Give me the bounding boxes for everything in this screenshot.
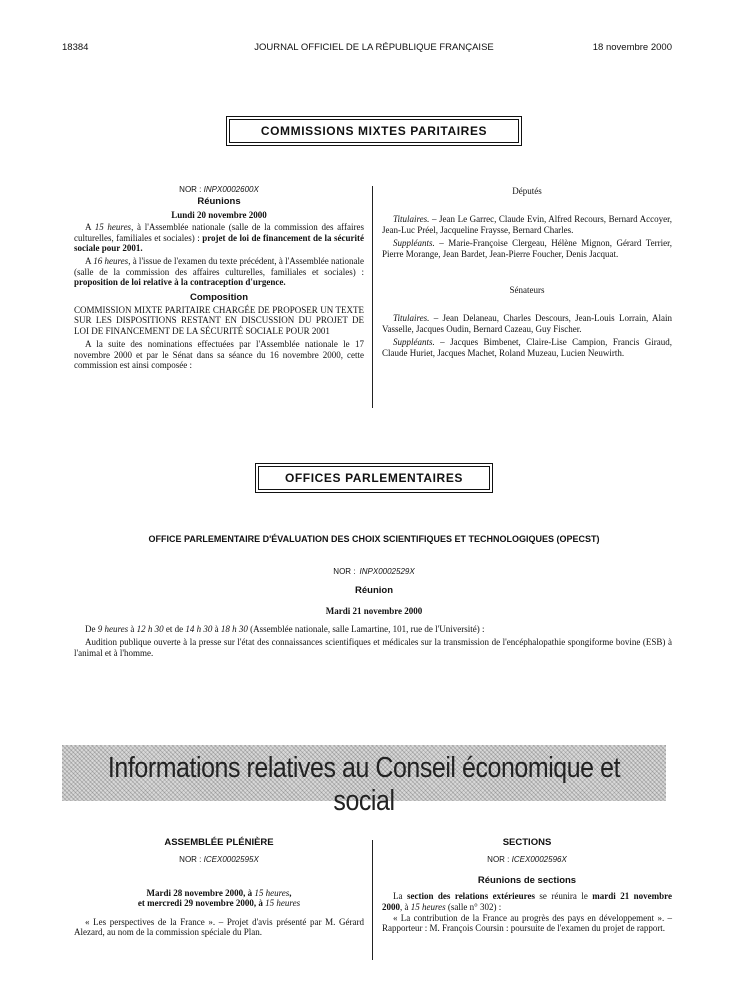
offices-nor-line: NOR : INPX0002529X [333, 567, 415, 576]
composition-text: A la suite des nominations effectuées par l'Assemblée nationale le 17 novembre 2000 et par le Sénat dans sa séance du 16 novembre 2000, cette commission est ainsi composée : [74, 339, 364, 371]
reunions-de-sections-heading: Réunions de sections [477, 874, 577, 886]
section-title-offices: OFFICES PARLEMENTAIRES [258, 466, 490, 490]
cmp-left-column [74, 184, 364, 374]
ces-right-paragraph-2: « La contribution de la France au progrès des pays en développement ». – Rapporteur : M. François Coursin : poursuite de l'examen du projet de rapport. [382, 913, 672, 934]
meeting-paragraph-1: A 15 heures, à l'Assemblée nationale (salle de la commission des affaires culturelles, familiales et sociales) : projet de loi de financement de la sécurité sociale pour 2001. [74, 222, 364, 254]
senateurs-titulaires: Titulaires. – Jean Delaneau, Charles Descours, Jean-Louis Lorrain, Alain Vasselle, Jacques Oudin, Bernard Cazeau, Guy Fischer. [382, 313, 672, 334]
reunion-heading: Réunion [355, 585, 393, 596]
page-date: 18 novembre 2000 [592, 42, 672, 53]
ces-left-nor: NOR : ICEX0002595X [179, 855, 259, 865]
column-divider [372, 186, 373, 408]
ces-left-date-1: Mardi 28 novembre 2000, à 15 heures, [146, 887, 292, 898]
cmp-right-column [382, 186, 672, 361]
ces-right-paragraph-1: La section des relations extérieures se réunira le mardi 21 novembre 2000, à 15 heures (salle n° 302) : [382, 891, 673, 912]
nor-line: NOR : INPX0002600X [179, 185, 259, 194]
reunions-heading: Réunions [197, 196, 241, 208]
offices-body [74, 624, 672, 661]
page-number: 18384 [62, 42, 89, 53]
office-name: OFFICE PARLEMENTAIRE D'ÉVALUATION DES CHOIX SCIENTIFIQUES ET TECHNOLOGIQUES (OPECST) [148, 534, 600, 544]
offices-schedule: De 9 heures à 12 h 30 et de 14 h 30 à 18 h 30 (Assemblée nationale, salle Lamartine, 101, rue de l'Université) : [85, 624, 485, 634]
meeting-date: Lundi 20 novembre 2000 [171, 209, 267, 220]
deputes-heading: Députés [512, 186, 542, 196]
meeting-paragraph-2: A 16 heures, à l'issue de l'examen du texte précédent, à l'Assemblée nationale (salle de la commission des affaires culturelles, familiales et sociales) : proposition de loi relative à la contraception d'urgence. [74, 256, 364, 288]
deputes-suppleants: Suppléants. – Marie-Françoise Clergeau, Hélène Mignon, Gérard Terrier, Pierre Morange, Jean Bardet, Jean-Pierre Foucher, Denis Jacquat. [382, 238, 672, 259]
ces-left-text: « Les perspectives de la France ». – Projet d'avis présenté par M. Gérard Alezard, au nom de la commission spéciale du Plan. [74, 916, 364, 938]
senateurs-heading: Sénateurs [509, 285, 545, 296]
offices-date: Mardi 21 novembre 2000 [325, 606, 423, 616]
deputes-titulaires: Titulaires. – Jean Le Garrec, Claude Evin, Alfred Recours, Bernard Accoyer, Jean-Luc Préel, Jacqueline Fraysse, Bernard Charles. [382, 214, 672, 235]
offices-agenda: Audition publique ouverte à la presse sur l'état des connaissances scientifiques et médicales sur la transmission de l'encéphalopathie spongiforme bovine (ESB) à l'animal et à l'homme. [74, 637, 672, 658]
ces-right-column [382, 838, 672, 937]
ces-banner-title: Informations relatives au Conseil économique et social [107, 752, 621, 817]
ces-left-column [74, 838, 364, 940]
section-title-cmp: COMMISSIONS MIXTES PARITAIRES [229, 119, 519, 143]
ces-left-date-2: et mercredi 29 novembre 2000, à 15 heures [137, 898, 301, 909]
senateurs-suppleants: Suppléants. – Jacques Bimbenet, Claire-Lise Campion, Francis Giraud, Claude Huriet, Jacques Machet, Roland Muzeau, Lucien Neuwirth. [382, 337, 672, 358]
sections-heading: SECTIONS [502, 837, 552, 848]
composition-heading: Composition [189, 291, 249, 303]
ces-right-nor: NOR : ICEX0002596X [487, 855, 567, 865]
ces-column-divider [372, 840, 373, 960]
journal-title: JOURNAL OFFICIEL DE LA RÉPUBLIQUE FRANÇAISE [254, 42, 494, 53]
assemblee-pleniere-heading: ASSEMBLÉE PLÉNIÈRE [164, 837, 274, 848]
composition-title: COMMISSION MIXTE PARITAIRE CHARGÉE DE PROPOSER UN TEXTE SUR LES DISPOSITIONS RESTANT EN DISCUSSION DU PROJET DE LOI DE FINANCEMENT DE LA SÉCURITÉ SOCIALE POUR 2001 [74, 305, 364, 336]
